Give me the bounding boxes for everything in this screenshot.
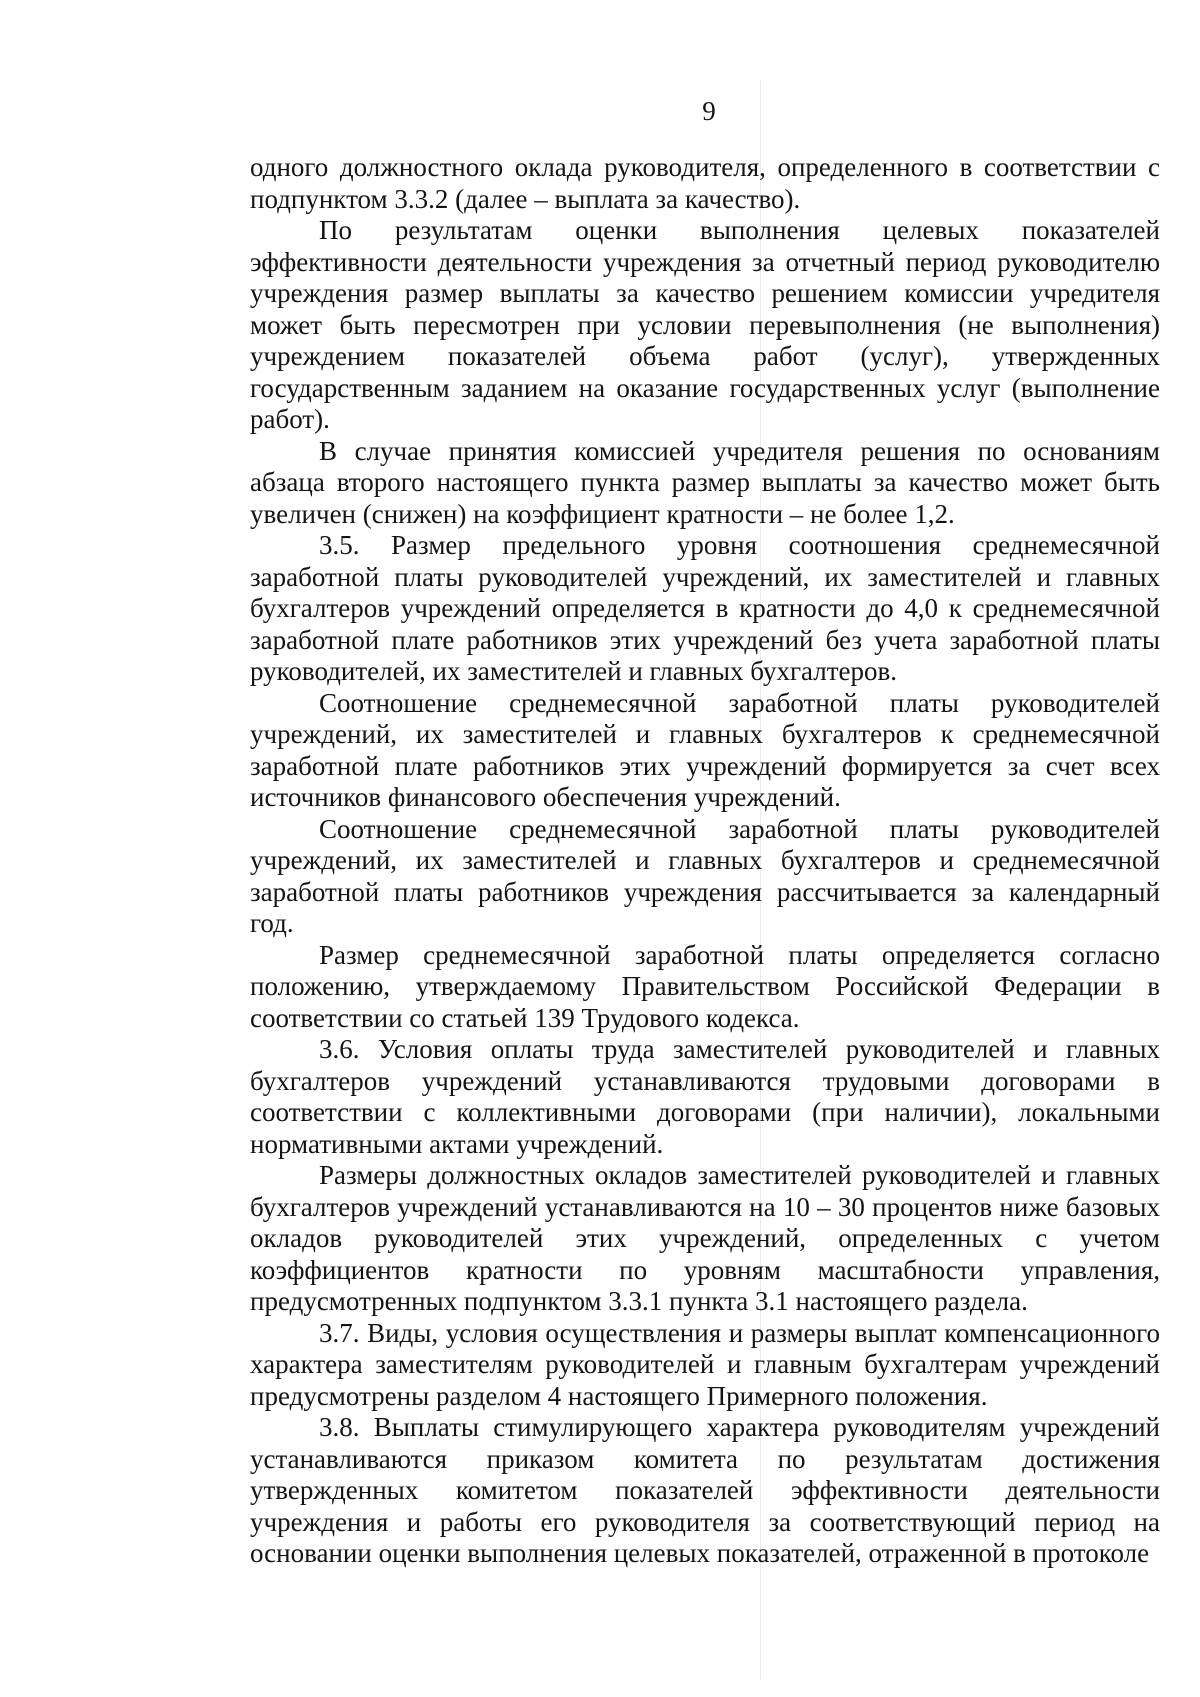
paragraph-section-3-7: 3.7. Виды, условия осуществления и размеры выплат компенсационного характера заместителям руководителей и главным бухгалтерам учреждений предусмотрены разделом 4 настоящего Примерного положения. [250,1317,1160,1411]
paragraph: Соотношение среднемесячной заработной платы руководителей учреждений, их заместителей и главных бухгалтеров к среднемесячной заработной плате работников этих учреждений формируется за счет всех источников финансового обеспечения учреждений. [250,687,1160,812]
paragraph: Соотношение среднемесячной заработной платы руководителей учреждений, их заместителей и главных бухгалтеров и среднемесячной заработной платы работников учреждения рассчитывается за календарный год. [250,813,1160,938]
paragraph: Размеры должностных окладов заместителей руководителей и главных бухгалтеров учреждений устанавливаются на 10 – 30 процентов ниже базовых окладов руководителей этих учреждений, определенных с учетом коэффициентов кратности по уровням масштабности управления, предусмотренных подпунктом 3.3.1 пункта 3.1 настоящего раздела. [250,1160,1160,1316]
page-number: 9 [702,96,716,126]
paragraph: По результатам оценки выполнения целевых показателей эффективности деятельности учреждения за отчетный период руководителю учреждения размер выплаты за качество решением комиссии учредителя может быть пересмотрен при условии перевыполнения (не выполнения) учреждением показателей объема работ (услуг), утвержденных государственным заданием на оказание государственных услуг (выполнение работ). [250,215,1160,434]
paragraph-section-3-6: 3.6. Условия оплаты труда заместителей руководителей и главных бухгалтеров учреждений устанавливаются трудовыми договорами в соответствии с коллективными договорами (при наличии), локальными нормативными актами учреждений. [250,1034,1160,1159]
paragraph: Размер среднемесячной заработной платы определяется согласно положению, утверждаемому Правительством Российской Федерации в соответствии со статьей 139 Трудового кодекса. [250,939,1160,1033]
paragraph-section-3-8: 3.8. Выплаты стимулирующего характера руководителям учреждений устанавливаются приказом комитета по результатам достижения утвержденных комитетом показателей эффективности деятельности учреждения и работы его руководителя за соответствующий период на основании оценки выполнения целевых показателей, отраженной в протоколе [250,1412,1160,1568]
document-body [250,152,1160,1570]
paragraph: одного должностного оклада руководителя, определенного в соответствии с подпунктом 3.3.2 (далее – выплата за качество). [250,152,1160,214]
paragraph: В случае принятия комиссией учредителя решения по основаниям абзаца второго настоящего пункта размер выплаты за качество может быть увеличен (снижен) на коэффициент кратности – не более 1,2. [250,435,1160,529]
paragraph-section-3-5: 3.5. Размер предельного уровня соотношения среднемесячной заработной платы руководителей учреждений, их заместителей и главных бухгалтеров учреждений определяется в кратности до 4,0 к среднемесячной заработной плате работников этих учреждений без учета заработной платы руководителей, их заместителей и главных бухгалтеров. [250,530,1160,686]
